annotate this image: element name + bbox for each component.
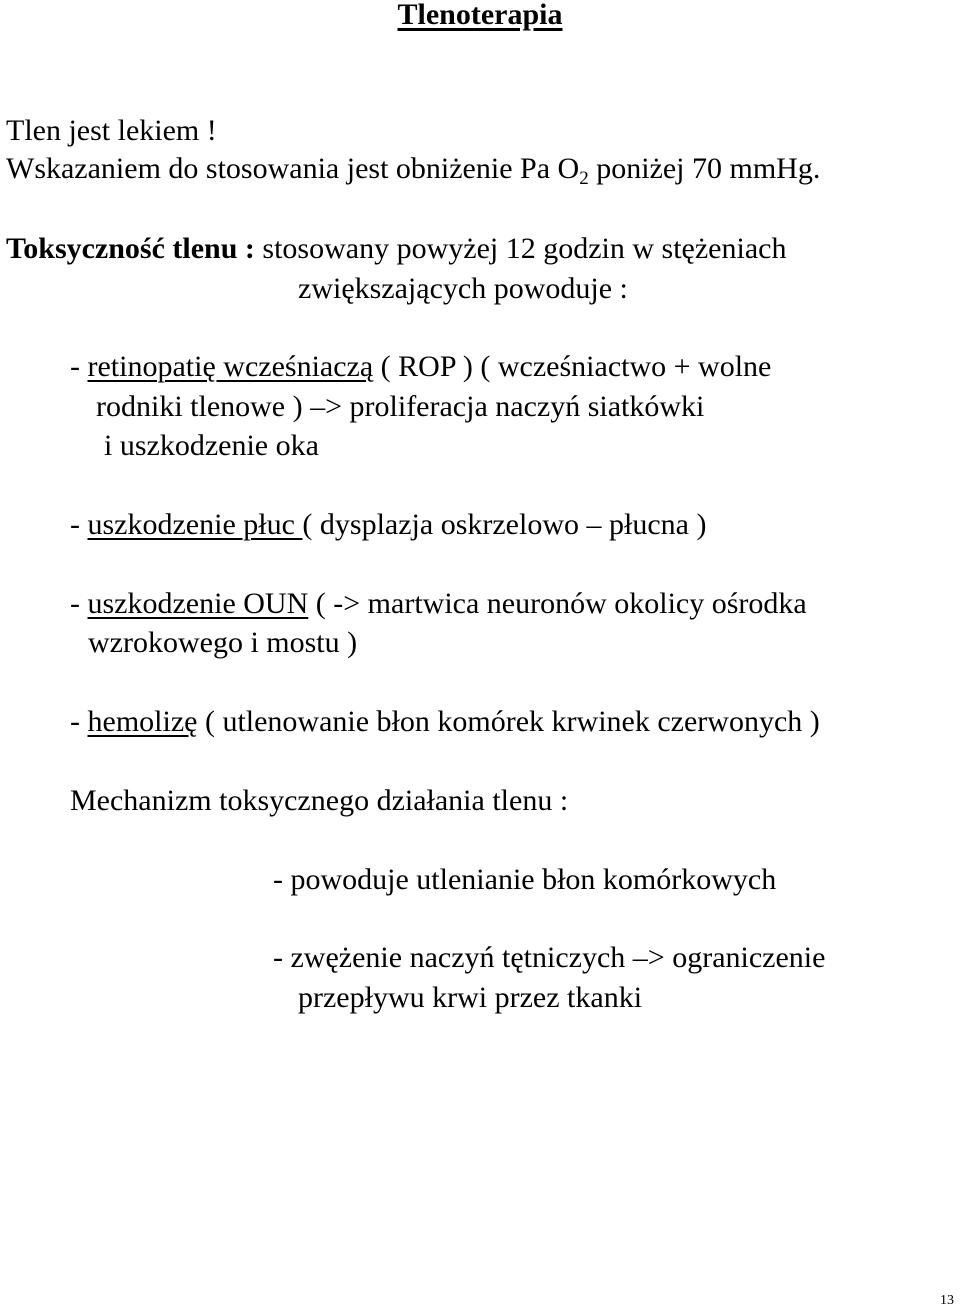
mechanism-heading: Mechanizm toksycznego działania tlenu :: [70, 784, 569, 817]
effect-hemolysis-term: hemolizę: [87, 705, 198, 738]
effect-rop-line-3: i uszkodzenie oka: [104, 429, 319, 462]
effect-lungs: [70, 507, 706, 543]
mechanism-item-2-line-1: - zwężenie naczyń tętniczych –> ograniczenie: [273, 941, 826, 974]
effect-hemolysis: [70, 704, 820, 740]
toxicity-text-2: zwiększających powoduje :: [298, 272, 628, 305]
mechanism-item-2-line-2: przepływu krwi przez tkanki: [298, 981, 643, 1014]
effect-cns-rest: ( -> martwica neuronów okolicy ośrodka: [308, 587, 807, 620]
page-title: Tlenoterapia: [397, 0, 563, 31]
effect-lungs-rest: ( dysplazja oskrzelowo – płucna ): [302, 508, 707, 541]
effect-lungs-dash: -: [70, 508, 88, 541]
effect-lungs-term: uszkodzenie płuc: [87, 508, 303, 541]
effect-rop-line-2: rodniki tlenowe ) –> proliferacja naczyń siatkówki: [96, 390, 705, 423]
intro-line-2-tail: poniżej 70 mmHg.: [588, 152, 821, 185]
toxicity-line-1: [6, 231, 786, 267]
effect-rop-dash: -: [70, 350, 88, 383]
intro-line-2-text: Wskazaniem do stosowania jest obniżenie Pa O: [6, 152, 580, 185]
effect-hemolysis-rest: ( utlenowanie błon komórek krwinek czerwonych ): [197, 705, 820, 738]
effect-rop-term: retinopatię wcześniaczą: [87, 350, 374, 383]
effect-hemolysis-dash: -: [70, 705, 88, 738]
page-number: 13: [940, 1293, 954, 1308]
mechanism-item-1: - powoduje utlenianie błon komórkowych: [273, 863, 777, 896]
toxicity-text-1: stosowany powyżej 12 godzin w stężeniach: [254, 232, 787, 265]
toxicity-heading: Toksyczność tlenu :: [6, 232, 255, 265]
intro-line-1: Tlen jest lekiem !: [6, 114, 217, 147]
effect-cns-term: uszkodzenie OUN: [87, 587, 309, 620]
effect-rop-line-1: [70, 349, 771, 385]
effect-cns-dash: -: [70, 587, 88, 620]
intro-line-2: [6, 151, 820, 187]
effect-rop-rest: ( ROP ) ( wcześniactwo + wolne: [373, 350, 772, 383]
effect-cns-line-1: [70, 586, 807, 622]
oxygen-subscript: 2: [579, 168, 589, 189]
effect-cns-line-2: wzrokowego i mostu ): [88, 626, 358, 659]
